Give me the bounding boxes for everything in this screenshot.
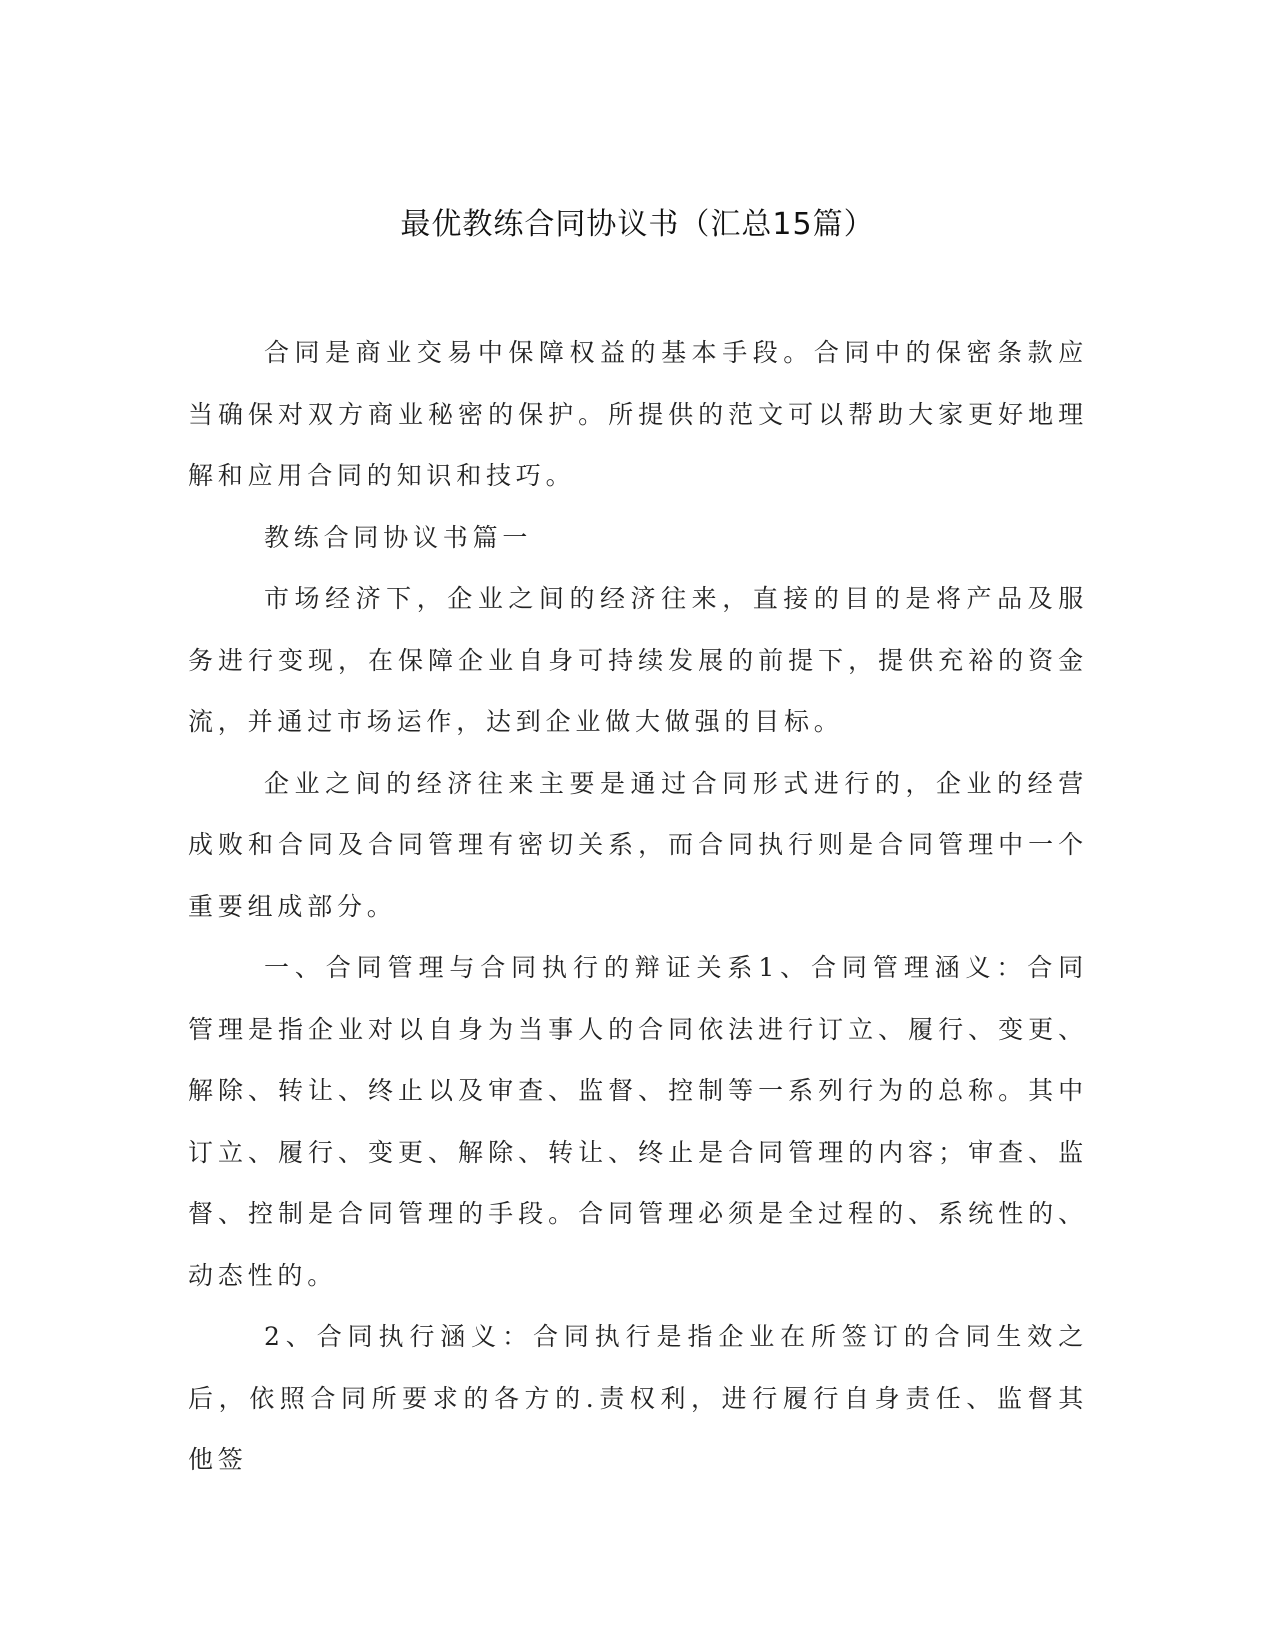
- document-title: 最优教练合同协议书（汇总15篇）: [400, 207, 875, 242]
- document-body: [188, 322, 1088, 1491]
- body-paragraph: 企业之间的经济往来主要是通过合同形式进行的，企业的经营成败和合同及合同管理有密切关系，而合同执行则是合同管理中一个重要组成部分。: [188, 768, 1088, 921]
- body-paragraph: 2、合同执行涵义：合同执行是指企业在所签订的合同生效之后，依照合同所要求的各方的.责权利，进行履行自身责任、监督其他签: [188, 1322, 1088, 1474]
- body-paragraph: 市场经济下，企业之间的经济往来，直接的目的是将产品及服务进行变现，在保障企业自身可持续发展的前提下，提供充裕的资金流，并通过市场运作，达到企业做大做强的目标。: [188, 584, 1088, 736]
- section-heading: 教练合同协议书篇一: [264, 522, 533, 552]
- body-paragraph: 一、合同管理与合同执行的辩证关系1、合同管理涵义：合同管理是指企业对以自身为当事人的合同依法进行订立、履行、变更、解除、转让、终止以及审查、监督、控制等一系列行为的总称。其中订立、履行、变更、解除、转让、终止是合同管理的内容；审查、监督、控制是合同管理的手段。合同管理必须是全过程的、系统性的、动态性的。: [188, 953, 1088, 1290]
- intro-paragraph: 合同是商业交易中保障权益的基本手段。合同中的保密条款应当确保对双方商业秘密的保护。所提供的范文可以帮助大家更好地理解和应用合同的知识和技巧。: [188, 338, 1088, 490]
